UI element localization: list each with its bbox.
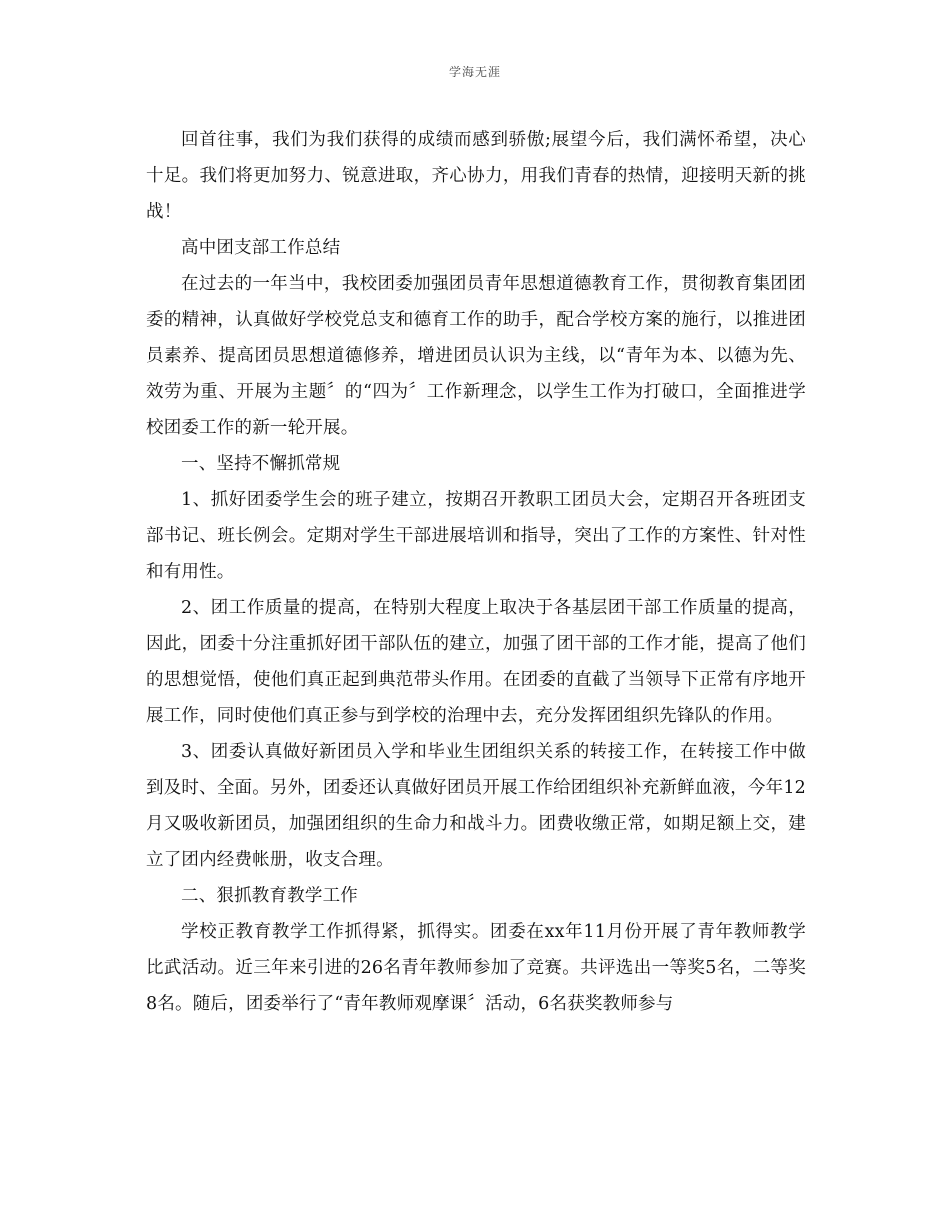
- paragraph-item-3: 3、团委认真做好新团员入学和毕业生团组织关系的转接工作，在转接工作中做到及时、全面。另外，团委还认真做好团员开展工作给团组织补充新鲜血液，今年12月又吸收新团员，加强团组织的生命力和战斗力。团费收缴正常，如期足额上交，建立了团内经费帐册，收支合理。: [146, 742, 806, 870]
- paragraph-intro: 在过去的一年当中，我校团委加强团员青年思想道德教育工作，贯彻教育集团团委的精神，认真做好学校党总支和德育工作的助手，配合学校方案的施行，以推进团员素养、提高团员思想道德修养，增进团员认识为主线，以“青年为本、以德为先、效劳为重、开展为主题〞的“四为〞工作新理念，以学生工作为打破口，全面推进学校团委工作的新一轮开展。: [146, 274, 806, 438]
- heading-section-2: 二、狠抓教育教学工作: [181, 886, 358, 906]
- document-body: [146, 122, 806, 1022]
- paragraph-closing: 回首往事，我们为我们获得的成绩而感到骄傲;展望今后，我们满怀希望，决心十足。我们将更加努力、锐意进取，齐心协力，用我们青春的热情，迎接明天新的挑战！: [146, 130, 806, 222]
- page-header: 学海无涯: [448, 65, 501, 79]
- paragraph-item-1: 1、抓好团委学生会的班子建立，按期召开教职工团员大会，定期召开各班团支部书记、班长例会。定期对学生干部进展培训和指导，突出了工作的方案性、针对性和有用性。: [146, 490, 806, 582]
- paragraph-teaching: 学校正教育教学工作抓得紧，抓得实。团委在xx年11月份开展了青年教师教学比武活动。近三年来引进的26名青年教师参加了竞赛。共评选出一等奖5名，二等奖8名。随后，团委举行了“青年教师观摩课〞活动，6名获奖教师参与: [146, 922, 806, 1014]
- paragraph-item-2: 2、团工作质量的提高，在特别大程度上取决于各基层团干部工作质量的提高，因此，团委十分注重抓好团干部队伍的建立，加强了团干部的工作才能，提高了他们的思想觉悟，使他们真正起到典范带头作用。在团委的直截了当领导下正常有序地开展工作，同时使他们真正参与到学校的治理中去，充分发挥团组织先锋队的作用。: [146, 598, 806, 726]
- section-title: 高中团支部工作总结: [181, 238, 341, 258]
- heading-section-1: 一、坚持不懈抓常规: [181, 454, 341, 474]
